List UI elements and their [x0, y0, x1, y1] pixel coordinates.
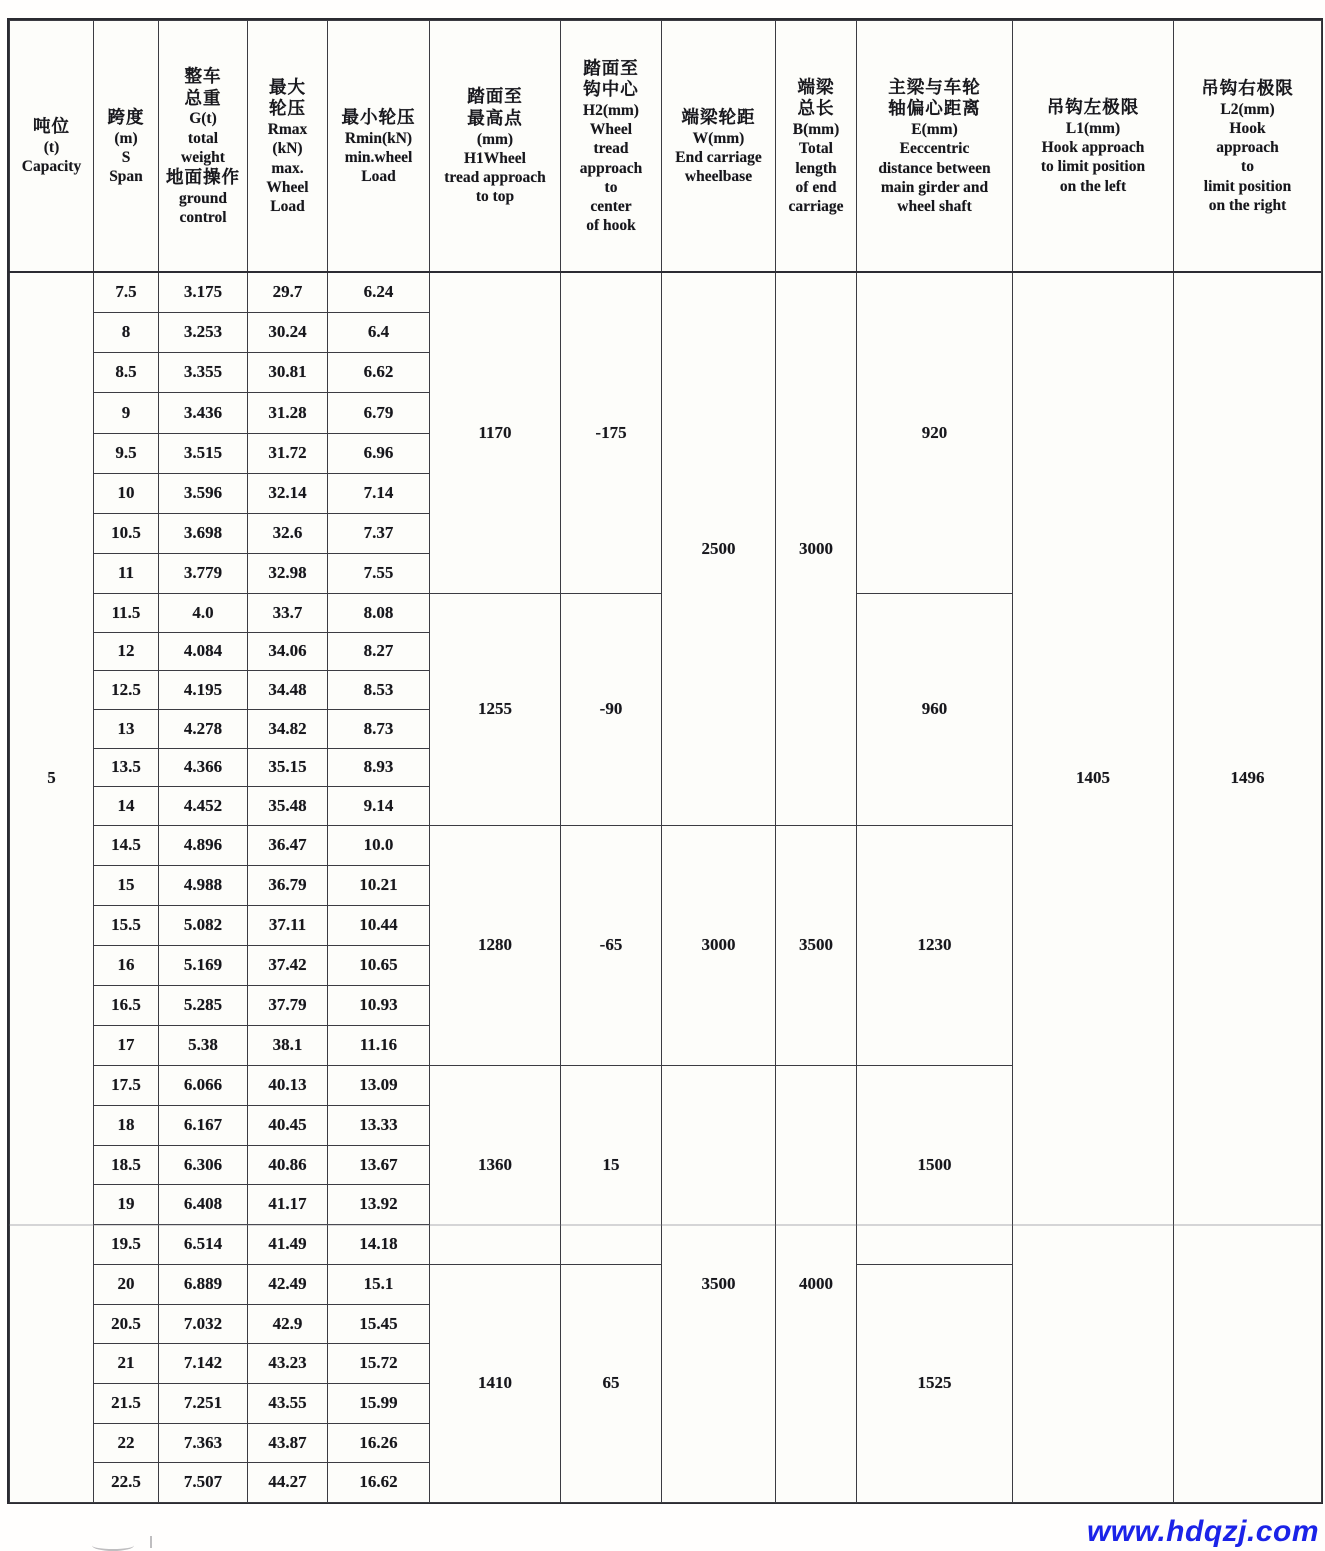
- merged-w-0: 2500: [661, 272, 776, 826]
- header-divider: [9, 271, 1321, 273]
- header-line: 总重: [184, 87, 222, 108]
- cell-g-17: 5.38: [158, 1025, 248, 1066]
- cell-g-15.5: 5.082: [158, 905, 248, 946]
- merged-h1-1: 1255: [429, 593, 561, 826]
- header-line: H2(mm): [583, 101, 639, 119]
- cell-rmin-10: 7.14: [327, 473, 430, 514]
- cell-g-18.5: 6.306: [158, 1145, 248, 1185]
- cell-rmax-11: 32.98: [247, 553, 328, 594]
- merged-b-2: 4000: [775, 1065, 857, 1503]
- header-line: control: [179, 208, 227, 226]
- cell-rmax-13: 34.82: [247, 709, 328, 749]
- cell-rmin-21.5: 15.99: [327, 1383, 430, 1424]
- cell-g-9: 3.436: [158, 392, 248, 434]
- cell-span-19: 19: [93, 1184, 159, 1225]
- cell-span-20.5: 20.5: [93, 1304, 159, 1344]
- cell-rmin-21: 15.72: [327, 1343, 430, 1384]
- cell-span-20: 20: [93, 1264, 159, 1305]
- header-line: wheel shaft: [897, 198, 972, 216]
- l1-cell: [1012, 272, 1174, 1503]
- header-line: 最小轮压: [341, 106, 416, 127]
- cell-rmin-19: 13.92: [327, 1184, 430, 1225]
- header-line: H1Wheel: [464, 149, 526, 167]
- cell-span-19.5: 19.5: [93, 1224, 159, 1265]
- cell-g-9.5: 3.515: [158, 433, 248, 474]
- cell-rmin-15.5: 10.44: [327, 905, 430, 946]
- header-line: 踏面至: [583, 57, 639, 78]
- cell-span-9.5: 9.5: [93, 433, 159, 474]
- merged-e-2: 1230: [856, 825, 1013, 1066]
- merged-h1-4: 1410: [429, 1264, 561, 1503]
- cell-g-17.5: 6.066: [158, 1065, 248, 1106]
- cell-span-21.5: 21.5: [93, 1383, 159, 1424]
- cell-rmax-9.5: 31.72: [247, 433, 328, 474]
- cell-rmax-16.5: 37.79: [247, 985, 328, 1026]
- cell-rmin-13: 8.73: [327, 709, 430, 749]
- header-line: 轮压: [269, 98, 306, 119]
- cell-g-16.5: 5.285: [158, 985, 248, 1026]
- header-cell-h2: [560, 20, 662, 273]
- cell-g-14: 4.452: [158, 786, 248, 826]
- header-line: 钩中心: [583, 79, 639, 100]
- cell-g-12: 4.084: [158, 632, 248, 671]
- header-line: 吨位: [33, 116, 70, 137]
- cell-rmax-12.5: 34.48: [247, 670, 328, 710]
- header-line: 整车: [184, 65, 222, 86]
- header-cell-total_weight: [158, 20, 248, 273]
- cell-span-10: 10: [93, 473, 159, 514]
- header-line: of hook: [586, 217, 636, 235]
- header-cell-b: [775, 20, 857, 273]
- header-line: 最高点: [467, 108, 523, 129]
- cell-span-10.5: 10.5: [93, 513, 159, 554]
- cell-rmax-20.5: 42.9: [247, 1304, 328, 1344]
- header-line: 吊钩左极限: [1046, 97, 1140, 118]
- cell-span-14: 14: [93, 786, 159, 826]
- cell-g-16: 5.169: [158, 945, 248, 986]
- header-line: 踏面至: [467, 86, 523, 107]
- cell-span-8: 8: [93, 312, 159, 353]
- header-line: 地面操作: [166, 166, 240, 187]
- merged-b-1: 3500: [775, 825, 857, 1066]
- header-line: End carriage: [675, 148, 762, 166]
- cell-g-14.5: 4.896: [158, 825, 248, 866]
- cell-span-22.5: 22.5: [93, 1462, 159, 1503]
- cell-g-11.5: 4.0: [158, 593, 248, 633]
- header-line: Capacity: [21, 158, 82, 176]
- merged-h1-3: 1360: [429, 1065, 561, 1265]
- header-line: min.wheel: [344, 148, 413, 166]
- header-line: 主梁与车轮: [888, 76, 981, 97]
- cell-span-7.5: 7.5: [93, 272, 159, 313]
- cell-g-21.5: 7.251: [158, 1383, 248, 1424]
- cell-rmin-20: 15.1: [327, 1264, 430, 1305]
- cell-span-11: 11: [93, 553, 159, 594]
- header-line: length: [795, 159, 837, 177]
- merged-h2-3: 15: [560, 1065, 662, 1265]
- cell-g-20.5: 7.032: [158, 1304, 248, 1344]
- cell-rmax-21.5: 43.55: [247, 1383, 328, 1424]
- cell-rmax-8: 30.24: [247, 312, 328, 353]
- cell-g-20: 6.889: [158, 1264, 248, 1305]
- header-line: distance between: [878, 159, 991, 177]
- cell-rmax-14.5: 36.47: [247, 825, 328, 866]
- header-line: tread: [593, 140, 629, 158]
- header-line: 总长: [797, 98, 835, 119]
- cell-g-18: 6.167: [158, 1105, 248, 1146]
- scan-artifact: [150, 1536, 156, 1548]
- cell-span-12.5: 12.5: [93, 670, 159, 710]
- merged-h2-2: -65: [560, 825, 662, 1066]
- cell-rmax-22.5: 44.27: [247, 1462, 328, 1503]
- header-line: L2(mm): [1220, 100, 1275, 118]
- cell-rmax-10.5: 32.6: [247, 513, 328, 554]
- crane-spec-table: [7, 18, 1323, 1504]
- header-line: to limit position: [1040, 158, 1146, 176]
- header-cell-h1: [429, 20, 561, 273]
- header-line: approach: [1216, 139, 1279, 157]
- l2-cell: [1173, 272, 1322, 1503]
- header-line: Total: [799, 140, 833, 158]
- header-cell-rmin: [327, 20, 430, 273]
- cell-g-15: 4.988: [158, 865, 248, 906]
- header-cell-l1: [1012, 20, 1174, 273]
- cell-rmin-17.5: 13.09: [327, 1065, 430, 1106]
- header-line: ground: [179, 189, 227, 207]
- cell-span-13.5: 13.5: [93, 748, 159, 787]
- header-line: Load: [361, 167, 396, 185]
- header-line: on the right: [1208, 196, 1287, 214]
- cell-span-14.5: 14.5: [93, 825, 159, 866]
- cell-span-8.5: 8.5: [93, 352, 159, 393]
- cell-span-21: 21: [93, 1343, 159, 1384]
- cell-rmin-17: 11.16: [327, 1025, 430, 1066]
- cell-g-7.5: 3.175: [158, 272, 248, 313]
- cell-rmin-15: 10.21: [327, 865, 430, 906]
- header-line: Hook approach: [1041, 139, 1145, 157]
- header-line: 端梁轮距: [681, 106, 756, 127]
- merged-e-0: 920: [856, 272, 1013, 594]
- cell-rmin-14.5: 10.0: [327, 825, 430, 866]
- cell-g-8: 3.253: [158, 312, 248, 353]
- merged-h2-0: -175: [560, 272, 662, 594]
- cell-g-19: 6.408: [158, 1184, 248, 1225]
- cell-span-17: 17: [93, 1025, 159, 1066]
- header-cell-l2: [1173, 20, 1322, 273]
- cell-g-10.5: 3.698: [158, 513, 248, 554]
- scan-crease: [9, 1224, 1321, 1226]
- cell-g-8.5: 3.355: [158, 352, 248, 393]
- cell-span-22: 22: [93, 1423, 159, 1463]
- header-line: total: [187, 129, 219, 147]
- cell-rmin-13.5: 8.93: [327, 748, 430, 787]
- merged-b-0: 3000: [775, 272, 857, 826]
- header-line: 端梁: [797, 76, 835, 97]
- header-line: tread approach: [444, 169, 546, 187]
- header-line: L1(mm): [1065, 119, 1121, 137]
- cell-rmin-11: 7.55: [327, 553, 430, 594]
- header-line: Eeccentric: [899, 140, 970, 158]
- merged-w-1: 3000: [661, 825, 776, 1066]
- cell-g-22: 7.363: [158, 1423, 248, 1463]
- cell-rmin-8.5: 6.62: [327, 352, 430, 393]
- header-line: Wheel: [589, 121, 633, 139]
- cell-rmin-18: 13.33: [327, 1105, 430, 1146]
- merged-h1-0: 1170: [429, 272, 561, 594]
- cell-g-22.5: 7.507: [158, 1462, 248, 1503]
- cell-rmin-9.5: 6.96: [327, 433, 430, 474]
- l2-cell-value: 1496: [1230, 768, 1265, 787]
- header-line: weight: [181, 148, 225, 166]
- cell-g-13.5: 4.366: [158, 748, 248, 787]
- cell-rmax-20: 42.49: [247, 1264, 328, 1305]
- cell-rmax-22: 43.87: [247, 1423, 328, 1463]
- header-line: carriage: [788, 198, 844, 216]
- cell-rmin-19.5: 14.18: [327, 1224, 430, 1265]
- header-line: Span: [109, 167, 143, 185]
- header-cell-rmax: [247, 20, 328, 273]
- header-line: to: [1241, 158, 1254, 176]
- cell-rmax-9: 31.28: [247, 392, 328, 434]
- header-line: 轴偏心距离: [888, 98, 981, 119]
- header-line: on the left: [1059, 177, 1127, 195]
- merged-e-4: 1525: [856, 1264, 1013, 1503]
- cell-rmax-21: 43.23: [247, 1343, 328, 1384]
- cell-rmin-22.5: 16.62: [327, 1462, 430, 1503]
- cell-g-21: 7.142: [158, 1343, 248, 1384]
- header-line: Wheel: [266, 178, 309, 196]
- merged-w-2: 3500: [661, 1065, 776, 1503]
- cell-span-16: 16: [93, 945, 159, 986]
- cell-rmin-9: 6.79: [327, 392, 430, 434]
- header-cell-span: [93, 20, 159, 273]
- cell-rmin-22: 16.26: [327, 1423, 430, 1463]
- cell-rmin-8: 6.4: [327, 312, 430, 353]
- header-line: E(mm): [911, 121, 958, 139]
- cell-rmax-18.5: 40.86: [247, 1145, 328, 1185]
- cell-rmin-16.5: 10.93: [327, 985, 430, 1026]
- cell-rmax-19: 41.17: [247, 1184, 328, 1225]
- cell-g-11: 3.779: [158, 553, 248, 594]
- cell-span-15.5: 15.5: [93, 905, 159, 946]
- header-line: of end: [795, 178, 837, 196]
- merged-e-1: 960: [856, 593, 1013, 826]
- header-line: Rmax: [267, 121, 308, 139]
- header-line: Hook: [1229, 119, 1266, 137]
- capacity-cell: [9, 272, 94, 1503]
- l1-cell-value: 1405: [1076, 768, 1110, 787]
- merged-e-3: 1500: [856, 1065, 1013, 1265]
- cell-span-15: 15: [93, 865, 159, 906]
- header-line: G(t): [189, 110, 217, 128]
- header-line: 最大: [269, 76, 306, 97]
- cell-rmax-15.5: 37.11: [247, 905, 328, 946]
- header-line: (mm): [476, 130, 514, 148]
- cell-span-17.5: 17.5: [93, 1065, 159, 1106]
- cell-rmin-10.5: 7.37: [327, 513, 430, 554]
- cell-g-19.5: 6.514: [158, 1224, 248, 1265]
- cell-rmax-7.5: 29.7: [247, 272, 328, 313]
- cell-rmax-13.5: 35.15: [247, 748, 328, 787]
- header-line: main girder and: [880, 178, 989, 196]
- header-line: (kN): [272, 140, 303, 158]
- cell-rmin-16: 10.65: [327, 945, 430, 986]
- header-line: limit position: [1203, 177, 1292, 195]
- cell-rmax-8.5: 30.81: [247, 352, 328, 393]
- header-line: (t): [43, 139, 60, 157]
- cell-rmax-17.5: 40.13: [247, 1065, 328, 1106]
- cell-g-13: 4.278: [158, 709, 248, 749]
- cell-rmin-12: 8.27: [327, 632, 430, 671]
- cell-g-10: 3.596: [158, 473, 248, 514]
- cell-span-18: 18: [93, 1105, 159, 1146]
- cell-span-13: 13: [93, 709, 159, 749]
- header-line: Rmin(kN): [344, 129, 413, 147]
- cell-span-12: 12: [93, 632, 159, 671]
- watermark-url: www.hdqzj.com: [1086, 1515, 1319, 1548]
- cell-span-9: 9: [93, 392, 159, 434]
- cell-rmin-12.5: 8.53: [327, 670, 430, 710]
- merged-h2-4: 65: [560, 1264, 662, 1503]
- cell-rmax-15: 36.79: [247, 865, 328, 906]
- header-line: 吊钩右极限: [1201, 78, 1294, 98]
- header-line: Load: [270, 198, 305, 216]
- merged-h1-2: 1280: [429, 825, 561, 1066]
- scan-artifact: [92, 1540, 134, 1551]
- merged-h2-1: -90: [560, 593, 662, 826]
- cell-rmin-14: 9.14: [327, 786, 430, 826]
- header-line: to top: [475, 188, 515, 206]
- cell-rmax-17: 38.1: [247, 1025, 328, 1066]
- cell-rmax-18: 40.45: [247, 1105, 328, 1146]
- cell-span-18.5: 18.5: [93, 1145, 159, 1185]
- cell-rmax-16: 37.42: [247, 945, 328, 986]
- cell-rmin-11.5: 8.08: [327, 593, 430, 633]
- cell-rmin-7.5: 6.24: [327, 272, 430, 313]
- header-line: (m): [114, 129, 138, 147]
- header-line: max.: [271, 159, 304, 177]
- capacity-cell-value: 5: [47, 768, 56, 787]
- cell-g-12.5: 4.195: [158, 670, 248, 710]
- header-cell-w: [661, 20, 776, 273]
- header-line: approach: [579, 159, 643, 177]
- cell-span-11.5: 11.5: [93, 593, 159, 633]
- header-line: to: [604, 178, 618, 196]
- header-cell-e: [856, 20, 1013, 273]
- header-line: 跨度: [107, 106, 145, 127]
- header-line: center: [590, 198, 632, 216]
- cell-span-16.5: 16.5: [93, 985, 159, 1026]
- header-line: B(mm): [792, 121, 840, 139]
- cell-rmin-20.5: 15.45: [327, 1304, 430, 1344]
- cell-rmax-10: 32.14: [247, 473, 328, 514]
- header-line: W(mm): [692, 129, 745, 147]
- cell-rmax-14: 35.48: [247, 786, 328, 826]
- header-cell-capacity: [9, 20, 94, 273]
- cell-rmin-18.5: 13.67: [327, 1145, 430, 1185]
- header-line: S: [121, 148, 131, 166]
- cell-rmax-12: 34.06: [247, 632, 328, 671]
- cell-rmax-19.5: 41.49: [247, 1224, 328, 1265]
- cell-rmax-11.5: 33.7: [247, 593, 328, 633]
- header-line: wheelbase: [684, 167, 753, 185]
